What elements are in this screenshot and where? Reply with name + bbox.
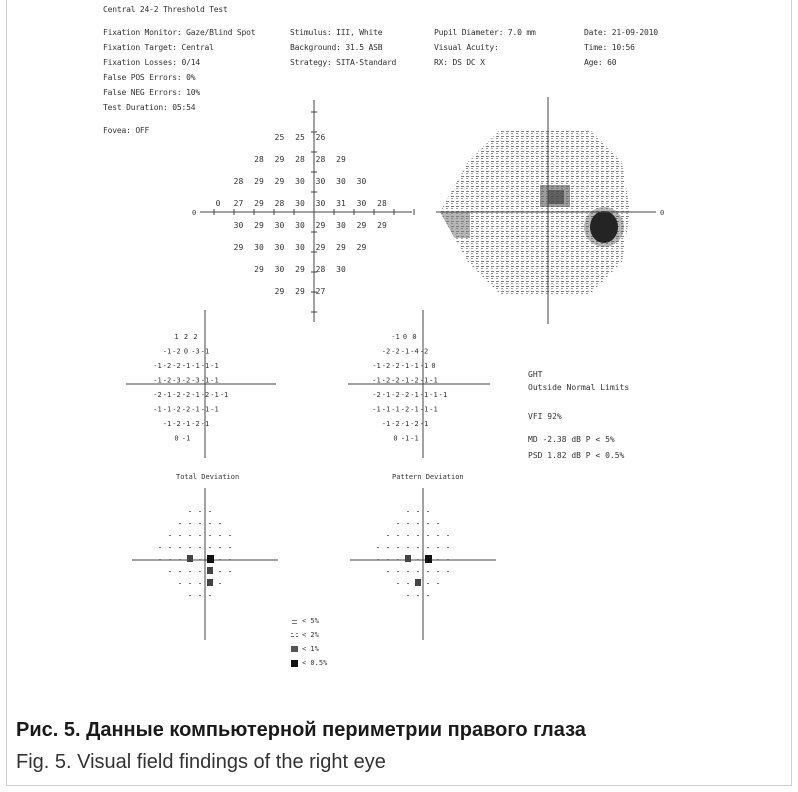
td-prob-r3-c0	[159, 547, 161, 548]
header-col3-line3: RX: DS DC X	[434, 58, 485, 67]
threshold-cell-r2-c1: 28	[233, 177, 244, 186]
pd-cell-r6-c6: -1	[419, 420, 429, 428]
td-prob-r7-c5	[209, 595, 211, 596]
header-col3-line2: Visual Acuity:	[434, 43, 499, 52]
td-cell-r6-c4: -1	[181, 420, 191, 428]
td-prob-r5-c7	[229, 571, 231, 572]
threshold-cell-r4-c3: 30	[274, 221, 285, 230]
td-cell-r2-c7: -1	[210, 362, 219, 370]
pd-prob-r2-c1	[387, 535, 389, 536]
pd-prob-r3-c4	[417, 547, 419, 548]
header-col4-line3: Age: 60	[584, 58, 617, 67]
threshold-cell-r2-c7: 30	[356, 177, 367, 186]
pd-cell-r4-c3: -2	[391, 391, 400, 399]
td-prob-r1-c6	[219, 523, 221, 524]
threshold-axes	[200, 100, 412, 322]
pd-cell-r5-c4: -2	[400, 405, 410, 414]
pd-prob-r2-c3	[407, 535, 409, 536]
threshold-values-grid	[216, 133, 387, 296]
legend-label-1: < 1%	[302, 645, 319, 653]
threshold-cell-r6-c5: 28	[315, 265, 326, 274]
td-prob-r4-c1	[169, 559, 171, 560]
threshold-cell-r4-c2: 29	[254, 221, 264, 230]
pd-prob-r3-c0	[377, 547, 379, 548]
td-cell-r3-c7: -1	[210, 376, 219, 385]
td-prob-r0-c3	[189, 511, 191, 512]
psd-value: PSD 1.82 dB P < 0.5%	[528, 451, 625, 460]
caption-english: Fig. 5. Visual field findings of the right eye	[16, 751, 386, 773]
pd-cell-r5-c7: -1	[429, 405, 438, 414]
pd-prob-r7-c4	[417, 595, 419, 596]
ght-label: GHT	[528, 370, 543, 379]
fovea-label: Fovea: OFF	[103, 126, 150, 135]
total-deviation-probability	[159, 511, 231, 596]
pd-prob-r5-c2	[397, 571, 399, 572]
td-cell-r5-c3: -2	[172, 405, 181, 414]
threshold-cell-r3-c0: 0	[215, 199, 221, 208]
pd-prob-r5-c4	[417, 571, 419, 572]
td-cell-r3-c3: -3	[172, 376, 181, 385]
svg-text:0: 0	[660, 209, 665, 217]
td-prob-r5-c1	[169, 571, 171, 572]
pd-prob-r3-c5	[427, 547, 429, 548]
threshold-cell-r6-c4: 29	[295, 265, 305, 274]
pd-cell-r2-c6: -1	[419, 362, 429, 370]
td-cell-r2-c5: -1	[191, 362, 200, 370]
td-cell-r0-c5: 2	[193, 333, 198, 341]
threshold-cell-r4-c1: 30	[233, 221, 244, 230]
td-cell-r2-c3: -2	[172, 362, 181, 370]
td-prob-r6-c6	[219, 583, 221, 584]
td-prob-r6-c3	[189, 583, 191, 584]
pd-cell-r2-c4: -1	[400, 362, 410, 370]
test-title: Central 24-2 Threshold Test	[103, 5, 228, 14]
td-prob-r6-c4	[199, 583, 201, 584]
td-prob-r5-c6	[219, 571, 221, 572]
td-cell-r3-c5: -3	[191, 376, 200, 385]
td-cell-r1-c2: -1	[162, 347, 172, 356]
pd-prob-r5-c5	[427, 571, 429, 572]
pd-cell-r3-c3: -2	[391, 376, 400, 385]
td-cell-r5-c7: -1	[210, 405, 219, 414]
threshold-cell-r5-c4: 30	[295, 243, 305, 252]
td-prob-r0-c4	[199, 511, 201, 512]
pd-cell-r4-c2: -1	[381, 391, 391, 399]
pd-prob-r1-c5	[427, 523, 429, 524]
td-cell-r2-c4: -1	[181, 362, 191, 370]
td-cell-r4-c6: -2	[200, 391, 210, 399]
pd-cell-r2-c1: -1	[372, 362, 381, 370]
td-cell-r4-c7: -1	[210, 391, 219, 399]
total-deviation-grid	[153, 333, 228, 443]
pd-cell-r3-c7: -1	[429, 376, 438, 385]
td-cell-r4-c2: -1	[162, 391, 172, 399]
threshold-cell-r6-c3: 30	[274, 265, 285, 274]
pd-cell-r5-c3: -1	[391, 405, 400, 414]
td-prob-r2-c1	[169, 535, 171, 536]
pd-prob-r1-c3	[407, 523, 409, 524]
pd-cell-r3-c5: -2	[410, 376, 419, 385]
pattern-prob-axes	[350, 488, 496, 640]
td-cell-r4-c3: -2	[172, 391, 181, 399]
probability-legend-symbols	[291, 620, 298, 667]
pd-cell-r4-c4: -2	[400, 391, 410, 399]
threshold-cell-r4-c5: 29	[315, 221, 326, 230]
td-cell-r2-c6: -1	[200, 362, 210, 370]
td-prob-r2-c4	[199, 535, 201, 536]
header-col1-line4: False POS Errors: 0%	[103, 73, 196, 82]
total-deviation-title: Total Deviation	[176, 473, 240, 481]
threshold-cell-r4-c4: 30	[295, 221, 305, 230]
pd-prob-r3-c2	[397, 547, 399, 548]
threshold-cell-r6-c2: 29	[254, 265, 264, 274]
vfi-value: VFI 92%	[528, 412, 562, 421]
pd-cell-r1-c6: -2	[419, 347, 429, 356]
td-prob-r5-c4	[199, 571, 201, 572]
td-cell-r3-c1: -1	[153, 376, 162, 385]
td-prob-r2-c5	[209, 535, 211, 536]
legend-label-2: < 2%	[302, 631, 319, 639]
pd-prob-r2-c7	[447, 535, 449, 536]
td-cell-r6-c3: -2	[172, 420, 181, 428]
pd-prob-r6-c5	[427, 583, 429, 584]
td-cell-r1-c6: -1	[200, 347, 210, 356]
pattern-deviation-title: Pattern Deviation	[392, 473, 464, 481]
pd-cell-r4-c5: -1	[410, 391, 419, 399]
td-cell-r1-c5: -3	[191, 347, 200, 356]
td-prob-r2-c6	[219, 535, 221, 536]
td-prob-r4-c0	[159, 559, 161, 560]
td-prob-r5-c3	[189, 571, 191, 572]
pd-prob-r7-c5	[427, 595, 429, 596]
pattern-deviation-probability	[377, 511, 449, 596]
pd-cell-r6-c3: -2	[391, 420, 400, 428]
threshold-cell-r6-c6: 30	[336, 265, 346, 274]
threshold-cell-r4-c6: 30	[336, 221, 346, 230]
td-prob-r0-c5	[209, 511, 211, 512]
ght-value: Outside Normal Limits	[528, 383, 630, 392]
td-prob-r4-c5	[207, 555, 214, 563]
td-prob-r7-c4	[199, 595, 201, 596]
header-col4-line1: Date: 21-09-2010	[584, 28, 658, 37]
td-cell-r3-c6: -1	[200, 376, 210, 385]
td-cell-r6-c6: -1	[200, 420, 210, 428]
td-prob-r2-c2	[179, 535, 181, 536]
td-cell-r1-c3: -2	[172, 347, 181, 356]
td-cell-r4-c5: -1	[191, 391, 200, 399]
td-prob-r3-c6	[219, 547, 221, 548]
threshold-cell-r2-c2: 29	[254, 177, 264, 186]
pd-prob-r7-c3	[407, 595, 409, 596]
td-cell-r4-c4: -2	[181, 391, 191, 399]
pd-prob-r4-c4	[417, 559, 419, 560]
pd-prob-r0-c3	[407, 511, 409, 512]
td-prob-r2-c7	[229, 535, 231, 536]
pd-prob-r3-c6	[437, 547, 439, 548]
threshold-cell-r3-c7: 30	[356, 199, 367, 208]
header-col1-line6: Test Duration: 05:54	[103, 103, 196, 112]
pd-cell-r7-c3: 0	[393, 434, 398, 443]
threshold-cell-r3-c1: 27	[233, 199, 244, 208]
pd-prob-r6-c2	[397, 583, 399, 584]
caption-russian: Рис. 5. Данные компьютерной периметрии правого глаза	[16, 719, 586, 741]
threshold-cell-r3-c6: 31	[336, 199, 346, 208]
threshold-cell-r1-c2: 28	[254, 155, 264, 164]
td-prob-r3-c5	[209, 547, 211, 548]
threshold-cell-r7-c4: 29	[295, 287, 305, 296]
threshold-cell-r0-c5: 26	[315, 133, 326, 142]
td-cell-r5-c5: -1	[191, 405, 200, 414]
greyscale-field-plot	[436, 97, 664, 324]
td-prob-r1-c2	[179, 523, 181, 524]
td-cell-r3-c2: -2	[162, 376, 172, 385]
td-prob-r5-c5	[207, 567, 213, 574]
pd-cell-r3-c4: -1	[400, 376, 410, 385]
pd-cell-r2-c7: 0	[431, 362, 436, 370]
threshold-cell-r3-c3: 28	[274, 199, 285, 208]
td-cell-r6-c2: -1	[162, 420, 172, 428]
pd-cell-r0-c3: -1	[391, 333, 400, 341]
td-prob-r6-c5	[207, 579, 213, 586]
legend-label-05: < 0.5%	[302, 659, 328, 667]
td-cell-r4-c1: -2	[153, 391, 162, 399]
td-cell-r0-c3: 1	[174, 333, 179, 341]
header-col2-line2: Background: 31.5 ASB	[290, 43, 383, 52]
pd-cell-r0-c4: 0	[402, 333, 408, 341]
td-prob-r7-c3	[189, 595, 191, 596]
pd-cell-r4-c8: -1	[438, 391, 448, 399]
pd-prob-r5-c7	[447, 571, 449, 572]
pd-prob-r4-c6	[437, 559, 439, 560]
td-cell-r2-c1: -1	[153, 362, 162, 370]
threshold-cell-r1-c4: 28	[295, 155, 305, 164]
pd-cell-r3-c1: -1	[372, 376, 381, 385]
threshold-zero-label: 0	[192, 209, 197, 217]
threshold-cell-r5-c5: 29	[315, 243, 326, 252]
pd-cell-r5-c5: -1	[410, 405, 419, 414]
td-cell-r5-c6: -1	[200, 405, 210, 414]
threshold-cell-r7-c3: 29	[274, 287, 285, 296]
pd-cell-r0-c5: 0	[412, 333, 417, 341]
threshold-cell-r3-c8: 28	[377, 199, 387, 208]
td-prob-r3-c7	[229, 547, 231, 548]
td-cell-r7-c3: 0	[174, 434, 179, 443]
td-cell-r6-c5: -2	[191, 420, 200, 428]
pd-cell-r3-c6: -1	[419, 376, 429, 385]
pd-cell-r1-c3: -2	[391, 347, 400, 356]
pd-prob-r3-c1	[387, 547, 389, 548]
pd-cell-r4-c6: -1	[419, 391, 429, 399]
pd-prob-r4-c3	[405, 555, 411, 562]
td-cell-r1-c4: 0	[183, 347, 189, 356]
pd-prob-r4-c5	[425, 555, 432, 563]
pd-prob-r6-c4	[415, 579, 421, 586]
pd-cell-r7-c5: -1	[410, 434, 419, 443]
header-col2-line3: Strategy: SITA-Standard	[290, 58, 397, 67]
pd-cell-r1-c5: -4	[410, 347, 419, 356]
td-cell-r4-c8: -1	[219, 391, 229, 399]
pd-cell-r2-c5: -1	[410, 362, 419, 370]
pd-prob-r2-c6	[437, 535, 439, 536]
threshold-cell-r5-c6: 29	[336, 243, 346, 252]
pd-prob-r0-c5	[427, 511, 429, 512]
pd-prob-r5-c6	[437, 571, 439, 572]
pd-prob-r3-c7	[447, 547, 449, 548]
pd-cell-r7-c4: -1	[400, 434, 410, 443]
pd-cell-r5-c2: -1	[381, 405, 391, 414]
threshold-cell-r3-c4: 30	[295, 199, 305, 208]
legend-label-5: < 5%	[302, 617, 319, 625]
td-prob-r2-c3	[189, 535, 191, 536]
threshold-cell-r5-c2: 30	[254, 243, 264, 252]
td-cell-r5-c1: -1	[153, 405, 162, 414]
threshold-cell-r5-c7: 29	[356, 243, 367, 252]
pattern-deviation-grid	[372, 333, 447, 443]
threshold-cell-r4-c8: 29	[377, 221, 387, 230]
pd-prob-r2-c4	[417, 535, 419, 536]
td-prob-r4-c6	[219, 559, 221, 560]
threshold-cell-r1-c6: 29	[336, 155, 346, 164]
td-prob-r1-c5	[209, 523, 211, 524]
pd-cell-r5-c1: -1	[372, 405, 381, 414]
pd-cell-r2-c3: -2	[391, 362, 400, 370]
total-prob-axes	[132, 488, 278, 640]
td-prob-r3-c1	[169, 547, 171, 548]
threshold-cell-r2-c5: 30	[315, 177, 326, 186]
header-col1-line3: Fixation Losses: 0/14	[103, 58, 200, 67]
threshold-cell-r2-c4: 30	[295, 177, 305, 186]
threshold-cell-r0-c3: 25	[274, 133, 285, 142]
pd-cell-r1-c2: -2	[381, 347, 391, 356]
pd-cell-r1-c4: -1	[400, 347, 410, 356]
td-prob-r1-c3	[189, 523, 191, 524]
threshold-cell-r5-c1: 29	[233, 243, 244, 252]
td-cell-r2-c2: -2	[162, 362, 172, 370]
threshold-cell-r7-c5: 27	[315, 287, 326, 296]
pd-prob-r3-c3	[407, 547, 409, 548]
td-prob-r4-c7	[229, 559, 231, 560]
md-value: MD -2.38 dB P < 5%	[528, 435, 615, 444]
pd-prob-r4-c2	[397, 559, 399, 560]
td-prob-r1-c4	[199, 523, 201, 524]
threshold-cell-r3-c5: 30	[315, 199, 326, 208]
td-prob-r3-c2	[179, 547, 181, 548]
pd-cell-r6-c5: -2	[410, 420, 419, 428]
td-prob-r4-c2	[179, 559, 181, 560]
header-col3-line1: Pupil Diameter: 7.0 mm	[434, 28, 536, 37]
pd-cell-r4-c7: -1	[429, 391, 438, 399]
td-cell-r3-c4: -2	[181, 376, 191, 385]
threshold-cell-r1-c3: 29	[274, 155, 285, 164]
td-cell-r7-c4: -1	[181, 434, 191, 443]
pd-prob-r4-c0	[377, 559, 379, 560]
threshold-cell-r5-c3: 30	[274, 243, 285, 252]
pd-prob-r6-c3	[407, 583, 409, 584]
header-col4-line2: Time: 10:56	[584, 43, 635, 52]
pd-prob-r1-c6	[437, 523, 439, 524]
td-prob-r6-c2	[179, 583, 181, 584]
header-col1-line5: False NEG Errors: 10%	[103, 88, 200, 97]
pd-cell-r6-c2: -1	[381, 420, 391, 428]
threshold-cell-r0-c4: 25	[295, 133, 305, 142]
pd-cell-r3-c2: -2	[381, 376, 391, 385]
pd-prob-r4-c7	[447, 559, 449, 560]
threshold-cell-r2-c6: 30	[336, 177, 346, 186]
td-cell-r0-c4: 2	[183, 333, 189, 341]
td-prob-r3-c4	[199, 547, 201, 548]
pd-prob-r2-c5	[427, 535, 429, 536]
header-col1-line1: Fixation Monitor: Gaze/Blind Spot	[103, 28, 256, 37]
threshold-cell-r2-c3: 29	[274, 177, 285, 186]
td-cell-r5-c2: -1	[162, 405, 172, 414]
pd-cell-r4-c1: -2	[372, 391, 381, 399]
td-cell-r5-c4: -2	[181, 405, 191, 414]
header-col1-line2: Fixation Target: Central	[103, 43, 214, 52]
pd-cell-r5-c6: -1	[419, 405, 429, 414]
pd-cell-r6-c4: -1	[400, 420, 410, 428]
pd-prob-r4-c1	[387, 559, 389, 560]
td-prob-r3-c3	[189, 547, 191, 548]
td-prob-r4-c3	[187, 555, 193, 562]
td-prob-r4-c4	[199, 559, 201, 560]
header-col2-line1: Stimulus: III, White	[290, 28, 383, 37]
threshold-cell-r1-c5: 28	[315, 155, 326, 164]
pd-prob-r1-c4	[417, 523, 419, 524]
pd-prob-r0-c4	[417, 511, 419, 512]
threshold-cell-r4-c7: 29	[356, 221, 367, 230]
pd-prob-r5-c3	[407, 571, 409, 572]
pd-prob-r5-c1	[387, 571, 389, 572]
pd-prob-r2-c2	[397, 535, 399, 536]
pd-prob-r1-c2	[397, 523, 399, 524]
td-prob-r5-c2	[179, 571, 181, 572]
pd-cell-r2-c2: -2	[381, 362, 391, 370]
threshold-cell-r3-c2: 29	[254, 199, 264, 208]
pd-prob-r6-c6	[437, 583, 439, 584]
